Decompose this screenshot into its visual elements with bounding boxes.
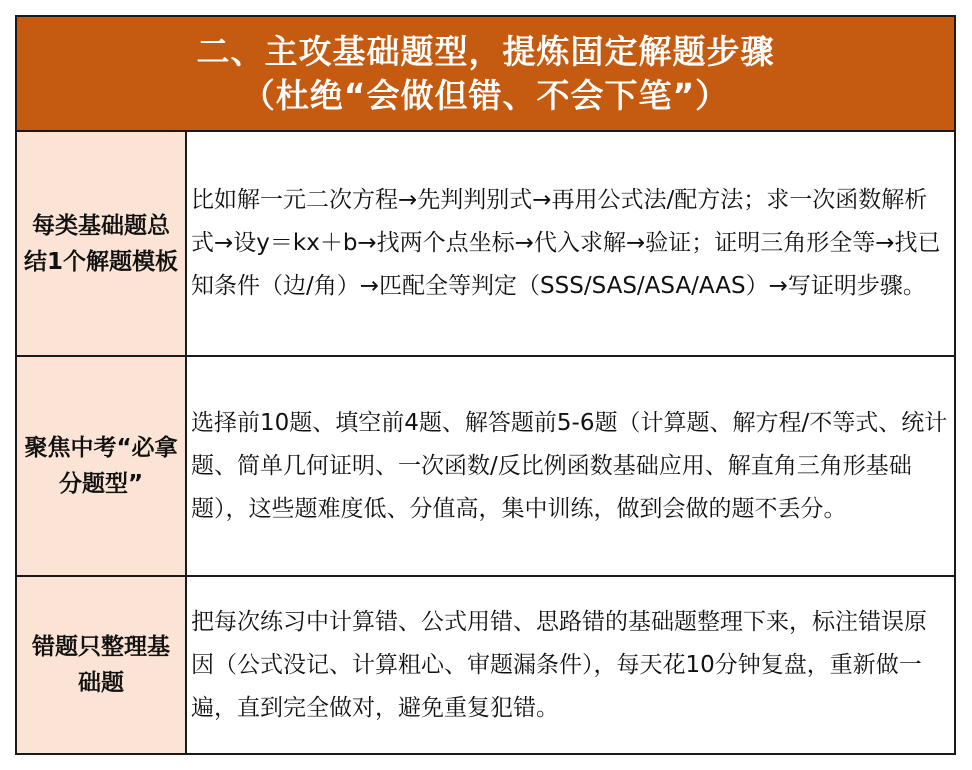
row-content: 比如解一元二次方程→先判判别式→再用公式法/配方法；求一次函数解析式→设y＝kx＋b→找两个点坐标→代入求解→验证；证明三角形全等→找已知条件（边/角）→匹配全等判定（SSS/SAS/ASA/AAS）→写证明步骤。	[191, 187, 941, 299]
row-label: 错题只整理基础题	[17, 577, 187, 753]
row-content: 把每次练习中计算错、公式用错、思路错的基础题整理下来，标注错误原因（公式没记、计算粗心、审题漏条件），每天花10分钟复盘，重新做一遍，直到完全做对，避免重复犯错。	[191, 608, 927, 721]
row-content: 选择前10题、填空前4题、解答题前5-6题（计算题、解方程/不等式、统计题、简单几何证明、一次函数/反比例函数基础应用、解直角三角形基础题），这些题难度低、分值高，集中训练，做到会做的题不丢分。	[191, 409, 948, 522]
table-row	[17, 132, 954, 357]
table-header	[17, 17, 954, 132]
header-title: 二、主攻基础题型，提炼固定解题步骤	[196, 31, 775, 71]
row-label: 每类基础题总结1个解题模板	[17, 132, 187, 355]
header-subtitle: （杜绝“会做但错、不会下笔”）	[241, 75, 730, 115]
row-label: 聚焦中考“必拿分题型”	[17, 357, 187, 575]
table-row	[17, 357, 954, 577]
table-row	[17, 577, 954, 753]
strategy-table	[15, 15, 956, 755]
